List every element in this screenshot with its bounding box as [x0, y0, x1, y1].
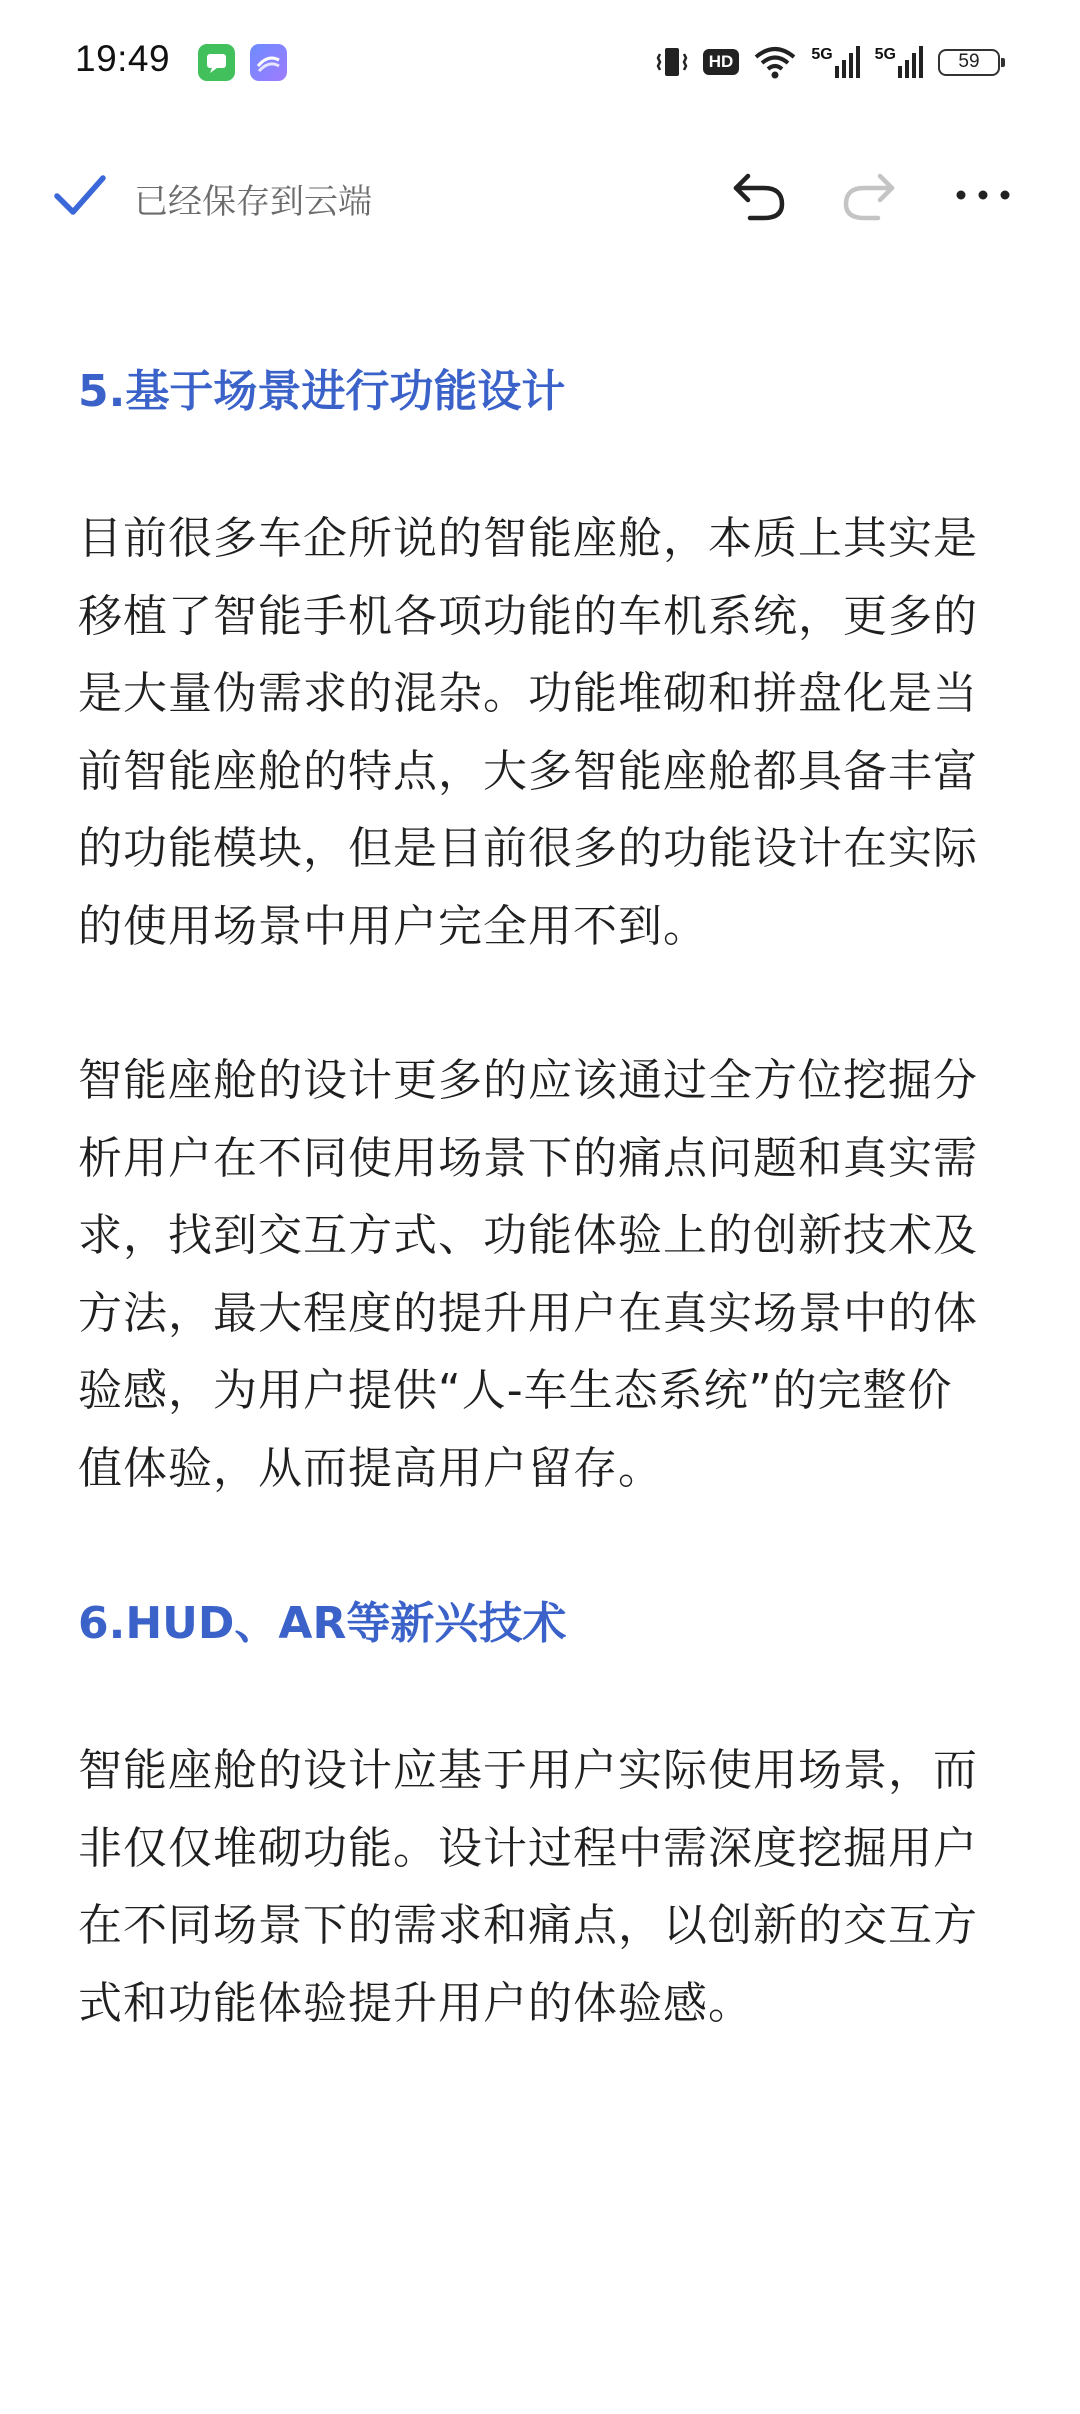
status-time: 19:49: [75, 38, 171, 79]
document-body[interactable]: [78, 352, 978, 2042]
saved-status-label: 已经保存到云端: [134, 182, 372, 222]
undo-icon[interactable]: [726, 162, 792, 228]
vibrate-icon: [655, 44, 689, 80]
status-bar: [0, 0, 1080, 120]
paragraph: 智能座舱的设计更多的应该通过全方位挖掘分析用户在不同使用场景下的痛点问题和真实需求，找到交互方式、功能体验上的创新技术及方法，最大程度的提升用户在真实场景中的体验感，为用户提供“人-车生态系统”的完整价值体验，从而提高用户留存。: [78, 1055, 978, 1494]
battery-level: 59: [958, 51, 980, 72]
signal-bars-icon: [898, 46, 924, 78]
status-icons: [655, 40, 1000, 84]
more-options-icon[interactable]: [950, 162, 1016, 228]
check-icon: [52, 170, 108, 220]
battery-indicator: [938, 49, 1000, 76]
paragraph: 智能座舱的设计应基于用户实际使用场景，而非仅仅堆砌功能。设计过程中需深度挖掘用户在不同场景下的需求和痛点，以创新的交互方式和功能体验提升用户的体验感。: [78, 1745, 978, 2029]
paragraph: 目前很多车企所说的智能座舱，本质上其实是移植了智能手机各项功能的车机系统，更多的是大量伪需求的混杂。功能堆砌和拼盘化是当前智能座舱的特点，大多智能座舱都具备丰富的功能模块，但是目前很多的功能设计在实际的使用场景中用户完全用不到。: [78, 513, 978, 952]
signal-1: [811, 46, 860, 78]
editor-toolbar: [0, 150, 1080, 240]
wifi-icon: [753, 45, 797, 79]
signal-2: [875, 46, 924, 78]
hd-badge: [703, 49, 740, 75]
section-heading-5: 5.基于场景进行功能设计: [78, 366, 566, 417]
hd-label: HD: [708, 52, 734, 71]
network-type-2: 5G: [874, 46, 896, 63]
redo-icon[interactable]: [836, 162, 902, 228]
messages-app-icon: [198, 44, 235, 81]
section-heading-6: 6.HUD、AR等新兴技术: [78, 1598, 567, 1649]
assistant-app-icon: [250, 44, 287, 81]
signal-bars-icon: [835, 46, 861, 78]
network-type-1: 5G: [811, 46, 833, 63]
